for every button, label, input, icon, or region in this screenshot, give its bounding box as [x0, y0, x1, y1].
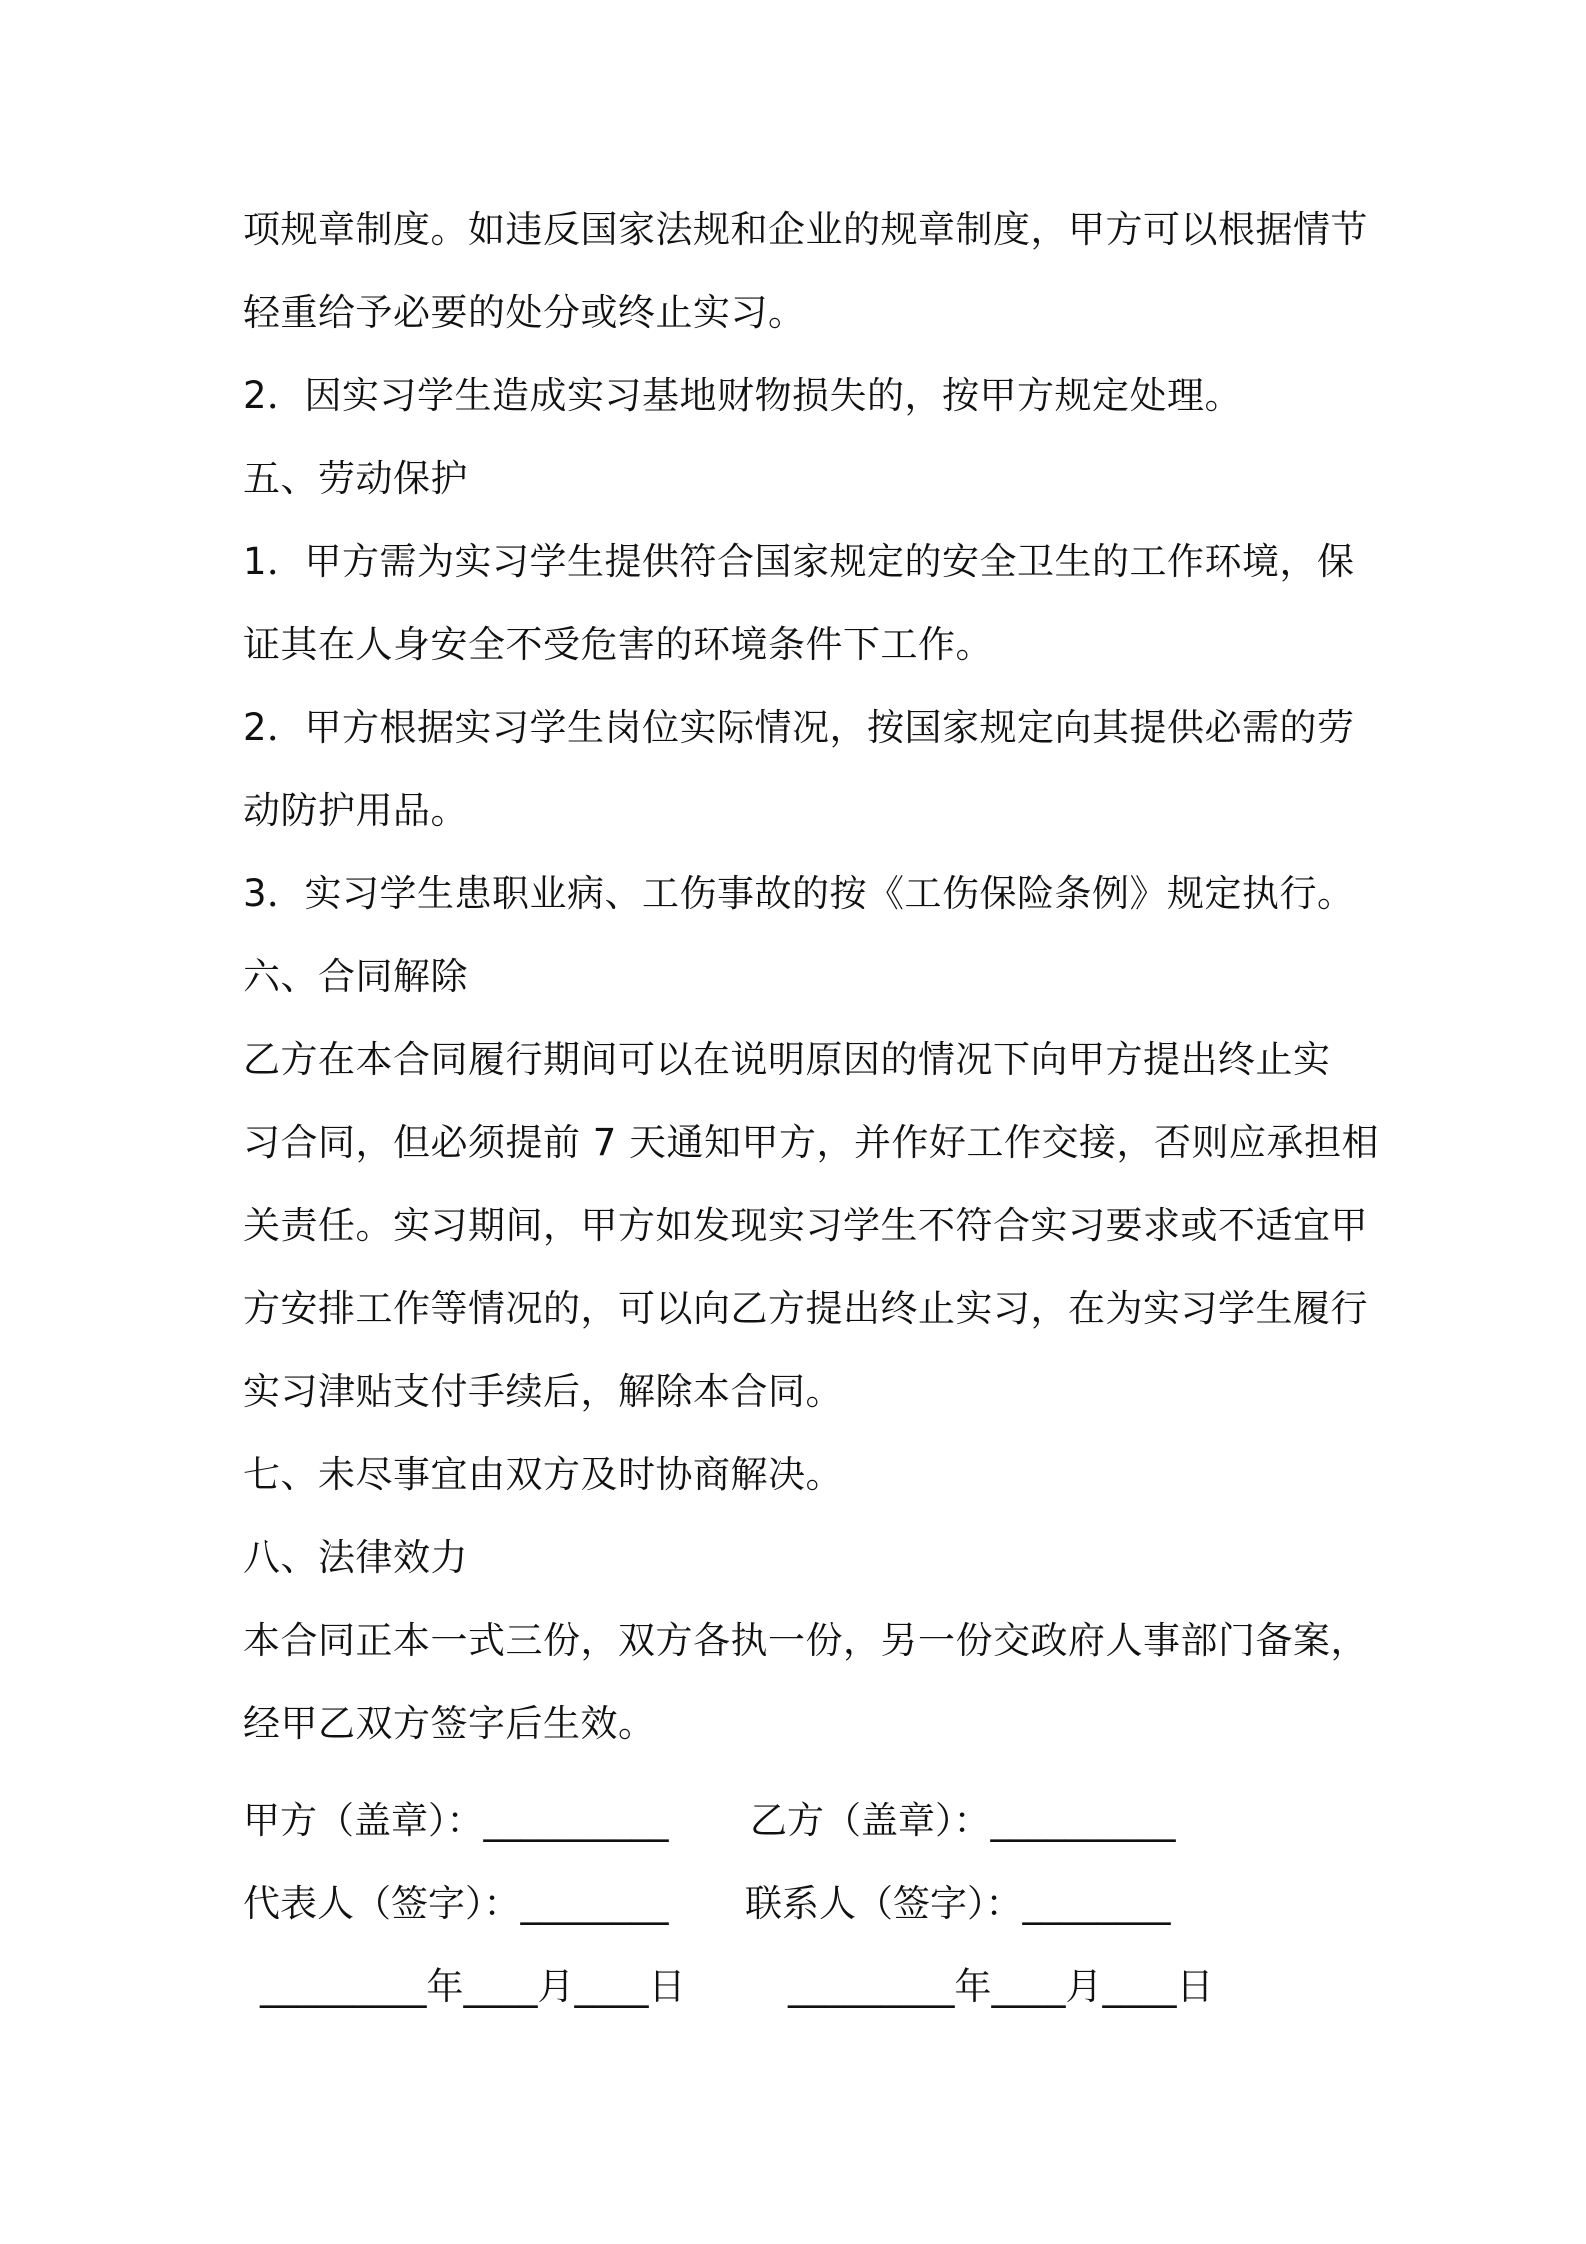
section-heading: 七、未尽事宜由双方及时协商解决。 — [243, 1453, 843, 1496]
party-b-date: _________年____月____日 — [788, 1965, 1214, 2008]
text-line: 轻重给予必要的处分或终止实习。 — [243, 291, 806, 334]
party-a-seal: 甲方（盖章）：__________ — [243, 1799, 669, 1842]
party-b-seal: 乙方（盖章）：__________ — [750, 1799, 1176, 1842]
party-b-contact: 联系人（签字）：________ — [745, 1882, 1171, 1925]
text-line: 乙方在本合同履行期间可以在说明原因的情况下向甲方提出终止实 — [243, 1038, 1331, 1081]
text-line: 本合同正本一式三份，双方各执一份，另一份交政府人事部门备案， — [243, 1619, 1368, 1662]
text-line: 经甲乙双方签字后生效。 — [243, 1702, 656, 1745]
text-line: 2．因实习学生造成实习基地财物损失的，按甲方规定处理。 — [243, 374, 1243, 417]
text-line: 实习津贴支付手续后，解除本合同。 — [243, 1370, 843, 1413]
party-a-representative: 代表人（签字）：________ — [243, 1882, 669, 1925]
section-heading: 五、劳动保护 — [243, 457, 468, 500]
text-line: 证其在人身安全不受危害的环境条件下工作。 — [243, 623, 993, 666]
text-line: 1．甲方需为实习学生提供符合国家规定的安全卫生的工作环境，保 — [243, 540, 1355, 583]
text-line: 项规章制度。如违反国家法规和企业的规章制度，甲方可以根据情节 — [243, 208, 1368, 251]
party-a-date: _________年____月____日 — [260, 1965, 686, 2008]
section-heading: 八、法律效力 — [243, 1536, 468, 1579]
text-line: 习合同，但必须提前 7 天通知甲方，并作好工作交接，否则应承担相 — [243, 1121, 1380, 1164]
text-line: 动防护用品。 — [243, 789, 468, 832]
text-line: 关责任。实习期间，甲方如发现实习学生不符合实习要求或不适宜甲 — [243, 1204, 1368, 1247]
text-line: 2．甲方根据实习学生岗位实际情况，按国家规定向其提供必需的劳 — [243, 706, 1355, 749]
section-heading: 六、合同解除 — [243, 955, 468, 998]
text-line: 3．实习学生患职业病、工伤事故的按《工伤保险条例》规定执行。 — [243, 872, 1355, 915]
text-line: 方安排工作等情况的，可以向乙方提出终止实习，在为实习学生履行 — [243, 1287, 1368, 1330]
